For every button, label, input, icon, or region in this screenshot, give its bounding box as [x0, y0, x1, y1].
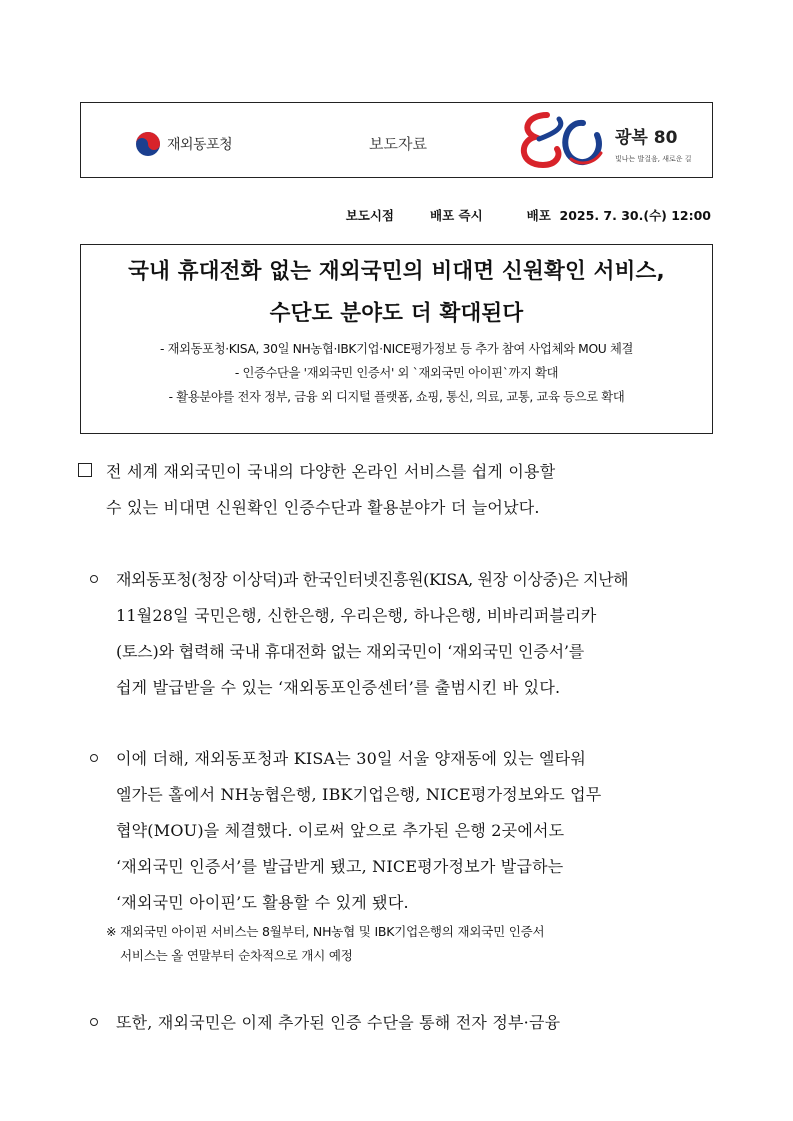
bullet-line: (토스)와 협력해 국내 휴대전화 없는 재외국민이 ‘재외국민 인증서’를 — [116, 642, 584, 661]
footnote-line: ※ 재외국민 아이핀 서비스는 8월부터, NH농협 및 IBK기업은행의 재외국민 인증서 — [106, 924, 545, 939]
bullet-line: 쉽게 발급받을 수 있는 ‘재외동포인증센터’를 출범시킨 바 있다. — [116, 678, 561, 697]
doc-type-label: 보도자료 — [369, 135, 427, 153]
headline-line-2: 수단도 분야도 더 확대된다 — [269, 301, 524, 326]
circle-bullet-icon — [90, 1018, 98, 1026]
release-timing — [346, 206, 711, 224]
org-logo — [135, 131, 232, 157]
circle-bullet-icon — [90, 754, 98, 762]
bullet-line: 협약(MOU)을 체결했다. 이로써 앞으로 추가된 은행 2곳에서도 — [116, 821, 565, 840]
bullet-line: 엘가든 홀에서 NH농협은행, IBK기업은행, NICE평가정보와도 업무 — [116, 785, 602, 804]
press-header — [80, 102, 713, 178]
checkbox-bullet-icon — [78, 463, 92, 477]
lead-line: 전 세계 재외국민이 국내의 다양한 온라인 서비스를 쉽게 이용할 — [106, 462, 556, 481]
anniv-slogan: 빛나는 발걸음, 새로운 길 — [615, 155, 692, 163]
subheading-3: - 활용분야를 전자 정부, 금융 외 디지털 플랫폼, 쇼핑, 통신, 의료, 교통, 교육 등으로 확대 — [168, 390, 625, 404]
headline-box — [80, 244, 713, 434]
bullet-line: 이에 더해, 재외동포청과 KISA는 30일 서울 양재동에 있는 엘타워 — [116, 749, 587, 768]
org-name: 재외동포청 — [167, 137, 233, 153]
bullet-line: ‘재외국민 인증서’를 발급받게 됐고, NICE평가정보가 발급하는 — [116, 857, 564, 876]
circle-bullet-icon — [90, 575, 98, 583]
headline-line-1: 국내 휴대전화 없는 재외국민의 비대면 신원확인 서비스, — [128, 259, 665, 284]
bullet-line: 또한, 재외국민은 이제 추가된 인증 수단을 통해 전자 정부·금융 — [116, 1013, 561, 1032]
bullet-line: 11월28일 국민은행, 신한은행, 우리은행, 하나은행, 비바리퍼블리카 — [116, 606, 597, 625]
lead-paragraph — [106, 454, 726, 526]
liberation-80-logo — [513, 109, 709, 173]
bullet-line: 재외동포청(청장 이상덕)과 한국인터넷진흥원(KISA, 원장 이상중)은 지난해 — [116, 570, 629, 589]
bullet-line: ‘재외국민 아이핀’도 활용할 수 있게 됐다. — [116, 893, 409, 912]
release-date: 배포 2025. 7. 30.(수) 12:00 — [526, 208, 711, 223]
subheading-2: - 인증수단을 '재외국민 인증서' 외 `재외국민 아이핀`까지 확대 — [234, 366, 559, 380]
footnote — [106, 920, 544, 968]
anniv-logo-text: 광복 80 — [615, 128, 678, 148]
bullet-paragraph-1 — [116, 562, 720, 706]
bullet-paragraph-2 — [116, 741, 720, 921]
footnote-line: 서비스는 올 연말부터 순차적으로 개시 예정 — [120, 948, 353, 963]
anniversary-emblem-icon — [513, 109, 709, 173]
lead-line: 수 있는 비대면 신원확인 인증수단과 활용분야가 더 늘어났다. — [106, 498, 540, 517]
release-label: 보도시점 — [345, 208, 395, 223]
taeguk-icon — [135, 131, 161, 157]
release-timing-value: 배포 즉시 — [430, 208, 483, 223]
subheading-1: - 재외동포청·KISA, 30일 NH농협·IBK기업·NICE평가정보 등 추가 참여 사업체와 MOU 체결 — [159, 342, 634, 356]
bullet-paragraph-3 — [116, 1005, 720, 1041]
